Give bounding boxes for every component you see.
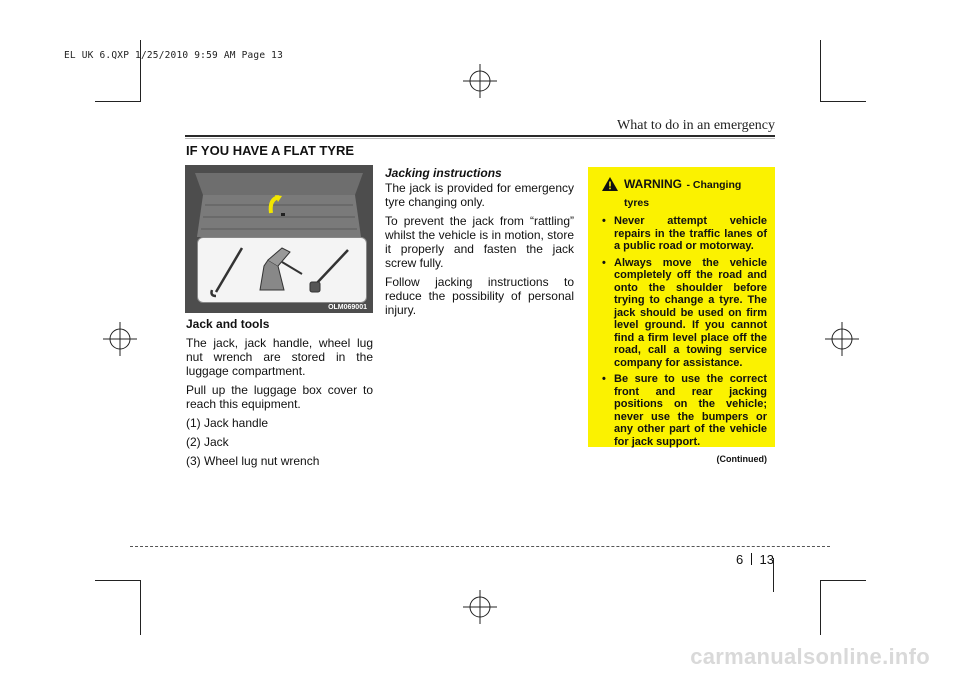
chapter-number: 6 (736, 552, 744, 567)
header-title: What to do in an emergency (617, 118, 775, 133)
paragraph: To prevent the jack from “rattling” whilst the vehicle is in motion, store it properly and fasten the jack screw fully. (385, 214, 574, 270)
registration-mark-icon (463, 64, 497, 98)
warning-item: • Be sure to use the correct front and rear jacking positions on the vehicle; never use the bumpers or any other part of the vehicle for jack support. (598, 373, 767, 448)
crop-mark (820, 580, 866, 581)
paragraph: The jack, jack handle, wheel lug nut wrench are stored in the luggage compartment. (186, 336, 373, 378)
crop-mark (95, 101, 141, 102)
list-item: (1) Jack handle (186, 416, 269, 430)
warning-header (598, 175, 767, 211)
paragraph: Pull up the luggage box cover to reach this equipment. (186, 383, 373, 411)
warning-label: WARNING (624, 177, 682, 191)
paragraph: The jack is provided for emergency tyre changing only. (385, 181, 574, 209)
watermark-url: carmanualsonline.info (690, 644, 930, 669)
crop-mark (820, 40, 821, 102)
jack-and-tools-heading: Jack and tools (186, 317, 270, 331)
figure-code: OLM069001 (328, 304, 367, 311)
continued-label: (Continued) (716, 454, 767, 464)
jacking-instructions-column (385, 166, 574, 322)
header-rule (185, 135, 775, 137)
list-item: (2) Jack (186, 435, 229, 449)
warning-list (598, 215, 767, 448)
warning-box (588, 167, 775, 464)
tools-inset (197, 237, 367, 303)
list-item: (3) Wheel lug nut wrench (186, 454, 320, 468)
crop-mark (820, 101, 866, 102)
warning-subtitle: - Changing tyres (624, 179, 742, 209)
section-title: IF YOU HAVE A FLAT TYRE (186, 143, 355, 158)
warning-item: • Always move the vehicle completely off the road and onto the shoulder before trying to change a tyre. The jack should be used on firm level ground. If you cannot find a firm level place off the road, call a towing service company for assistance. (598, 257, 767, 370)
page-index: 13 (759, 552, 774, 567)
jack-and-tools-figure (185, 165, 373, 313)
print-slug: EL UK 6.QXP 1/25/2010 9:59 AM Page 13 (64, 50, 284, 61)
crop-mark (140, 580, 141, 635)
jacking-instructions-heading: Jacking instructions (385, 166, 502, 180)
jack-and-tools-column (186, 317, 373, 473)
registration-mark-icon (463, 590, 497, 624)
page-number (736, 552, 774, 567)
page-number-divider (751, 553, 752, 565)
crop-mark (820, 580, 821, 635)
warning-triangle-icon (602, 177, 618, 191)
paragraph: Follow jacking instructions to reduce the possibility of personal injury. (385, 275, 574, 317)
tools-icon (198, 238, 366, 302)
footer-dashed-rule (130, 546, 830, 547)
registration-mark-icon (103, 322, 137, 356)
header-rule-thin (185, 138, 775, 139)
registration-mark-icon (825, 322, 859, 356)
crop-mark (95, 580, 141, 581)
warning-item: • Never attempt vehicle repairs in the traffic lanes of a public road or motorway. (598, 215, 767, 253)
